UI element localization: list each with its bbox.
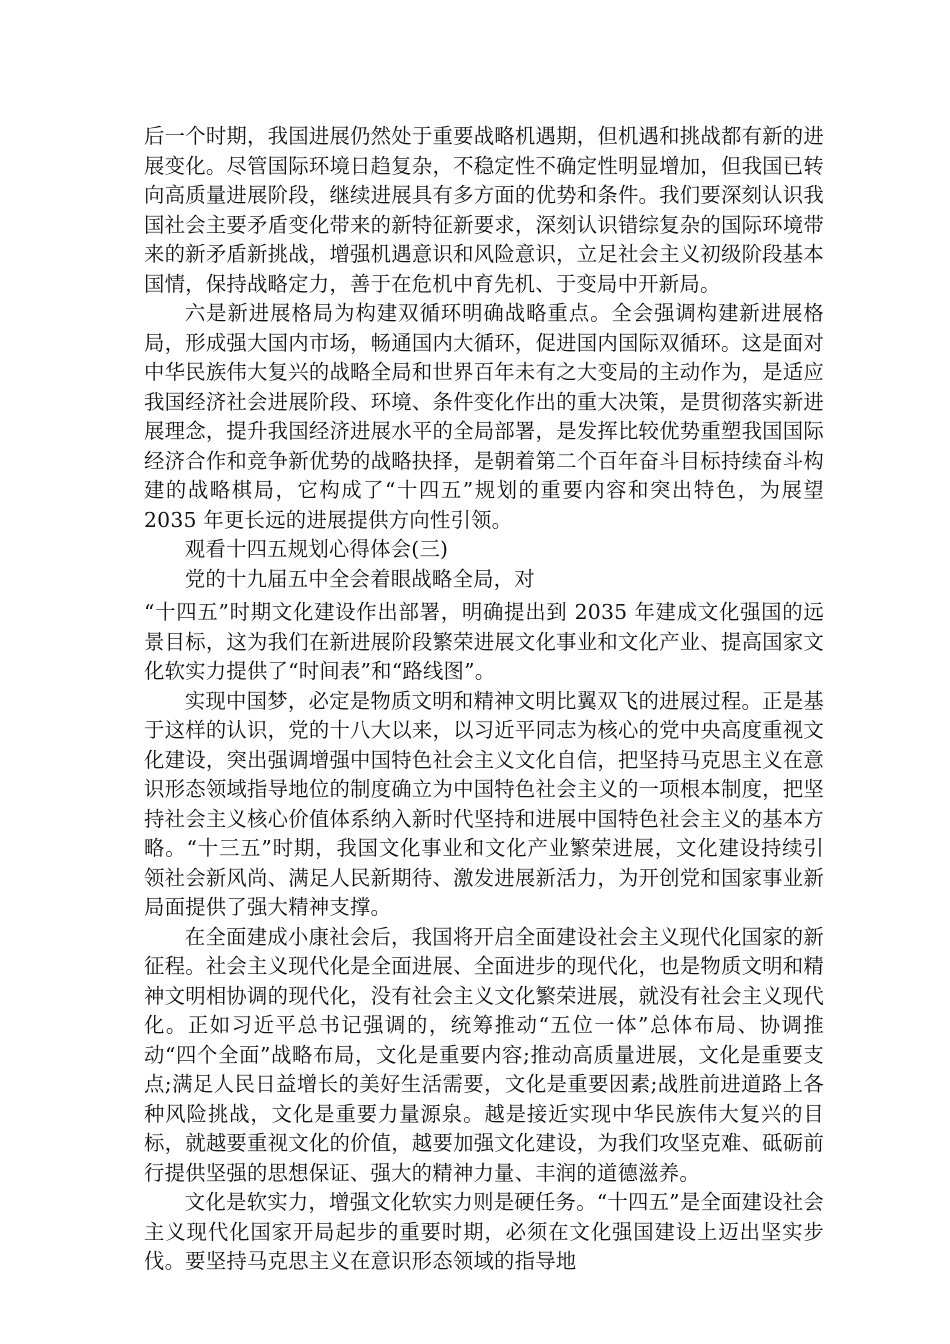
paragraph: 实现中国梦，必定是物质文明和精神文明比翼双飞的进展过程。正是基于这样的认识，党的十八大以来，以习近平同志为核心的党中央高度重视文化建设，突出强调增强中国特色社会主义文化自信，把坚持马克思主义在意识形态领域指导地位的制度确立为中国特色社会主义的一项根本制度，把坚持社会主义核心价值体系纳入新时代坚持和进展中国特色社会主义的基本方略。“十三五”时期，我国文化事业和文化产业繁荣进展，文化建设持续引领社会新风尚、满足人民新期待、激发进展新活力，为开创党和国家事业新局面提供了强大精神支撑。 xyxy=(144,688,824,919)
text-block-upper xyxy=(144,122,824,594)
paragraph: 在全面建成小康社会后，我国将开启全面建设社会主义现代化国家的新征程。社会主义现代化是全面进展、全面进步的现代化，也是物质文明和精神文明相协调的现代化，没有社会主义文化繁荣进展，就没有社会主义现代化。正如习近平总书记强调的，统筹推动“五位一体”总体布局、协调推动“四个全面”战略布局，文化是重要内容;推动高质量进展，文化是重要支点;满足人民日益增长的美好生活需要，文化是重要因素;战胜前进道路上各种风险挑战，文化是重要力量源泉。越是接近实现中华民族伟大复兴的目标，就越要重视文化的价值，越要加强文化建设，为我们攻坚克难、砥砺前行提供坚强的思想保证、强大的精神力量、丰润的道德滋养。 xyxy=(144,924,824,1185)
paragraph: 后一个时期，我国进展仍然处于重要战略机遇期，但机遇和挑战都有新的进展变化。尽管国际环境日趋复杂，不稳定性不确定性明显增加，但我国已转向高质量进展阶段，继续进展具有多方面的优势和条件。我们要深刻认识我国社会主要矛盾变化带来的新特征新要求，深刻认识错综复杂的国际环境带来的新矛盾新挑战，增强机遇意识和风险意识，立足社会主义初级阶段基本国情，保持战略定力，善于在危机中育先机、于变局中开新局。 xyxy=(144,124,824,296)
paragraph: 六是新进展格局为构建双循环明确战略重点。全会强调构建新进展格局，形成强大国内市场，畅通国内大循环，促进国内国际双循环。这是面对中华民族伟大复兴的战略全局和世界百年未有之大变局的主动作为，是适应我国经济社会进展阶段、环境、条件变化作出的重大决策，是贯彻落实新进展理念，提升我国经济进展水平的全局部署，是发挥比较优势重塑我国国际经济合作和竞争新优势的战略抉择，是朝着第二个百年奋斗目标持续奋斗构建的战略棋局，它构成了“十四五”规划的重要内容和突出特色，为展望 2035 年更长远的进展提供方向性引领。 xyxy=(144,301,824,532)
paragraph: “十四五”时期文化建设作出部署，明确提出到 2035 年建成文化强国的远景目标，这为我们在新进展阶段繁荣进展文化事业和文化产业、提高国家文化软实力提供了“时间表”和“路线图”。 xyxy=(144,600,824,683)
section-heading: 观看十四五规划心得体会(三) xyxy=(184,537,449,561)
text-block-lower xyxy=(144,598,824,1277)
paragraph: 文化是软实力，增强文化软实力则是硬任务。“十四五”是全面建设社会主义现代化国家开局起步的重要时期，必须在文化强国建设上迈出坚实步伐。要坚持马克思主义在意识形态领域的指导地 xyxy=(144,1190,824,1273)
paragraph: 党的十九届五中全会着眼战略全局，对 xyxy=(184,566,535,591)
